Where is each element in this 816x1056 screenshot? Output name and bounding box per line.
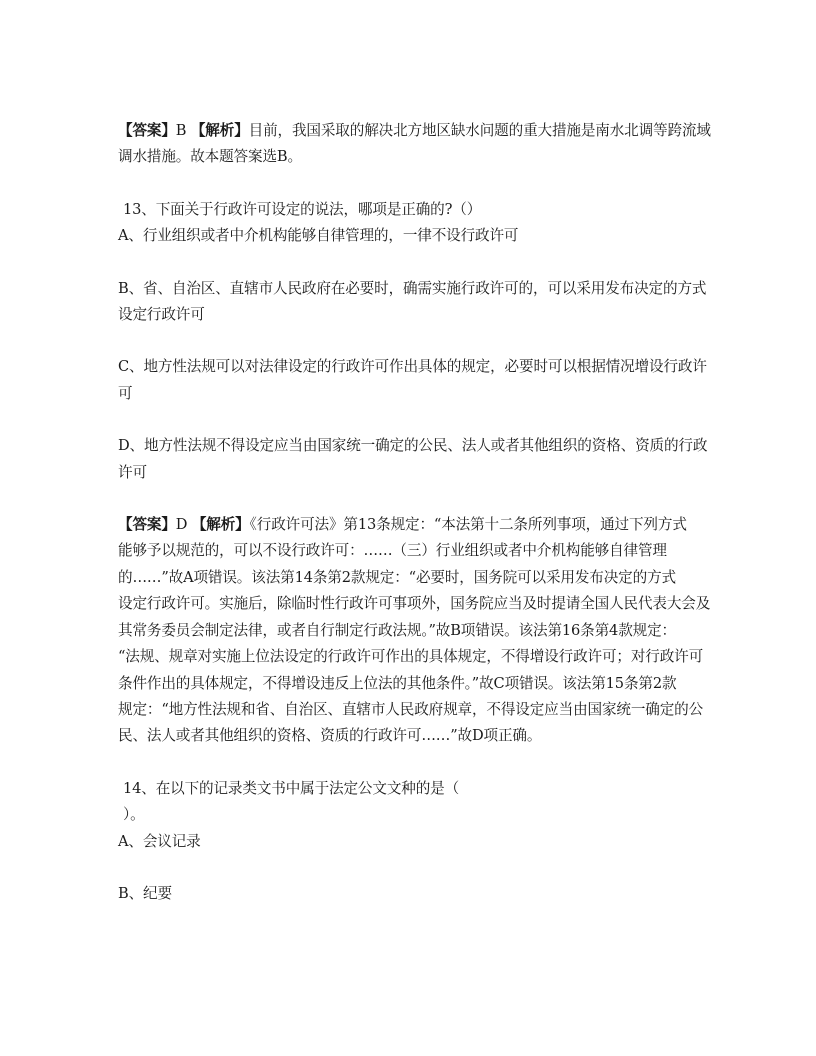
analysis-text: “法规、规章对实施上位法设定的行政许可作出的具体规定，不得增设行政许可；对行政许可 [118,648,704,666]
option-a: A、行业组织或者中介机构能够自律管理的，一律不设行政许可 [118,227,519,245]
answer-label: 【答案】 [118,516,176,534]
option-d-line-1: D、地方性法规不得设定应当由国家统一确定的公民、法人或者其他组织的资格、资质的行政 [118,437,708,455]
analysis-label: 【解析】 [190,122,249,139]
q13-answer-block [118,512,711,750]
answer-label: 【答案】 [118,122,176,139]
question-stem-continued: ）。 [123,806,145,824]
option-c-line-2: 可 [118,384,133,402]
analysis-text: 其常务委员会制定法律，或者自行制定行政法规。”故B项错误。该法第16条第4款规定： [118,621,676,639]
analysis-text: 调水措施。故本题答案选B。 [118,148,302,166]
question-14 [118,776,700,908]
option-b: B、纪要 [118,884,172,902]
option-d-line-2: 许可 [118,463,147,481]
analysis-text: 目前，我国采取的解决北方地区缺水问题的重大措施是南水北调等跨流域 [248,122,711,139]
document-page [118,118,711,907]
analysis-text: 规定：“地方性法规和省、自治区、直辖市人民政府规章，不得设定应当由国家统一确定的公 [118,700,704,718]
q12-answer-line-1 [118,118,711,144]
option-b-line-1: B、省、自治区、直辖市人民政府在必要时，确需实施行政许可的，可以采用发布决定的方式 [118,279,707,297]
analysis-text: 设定行政许可。实施后，除临时性行政许可事项外，国务院应当及时提请全国人民代表大会及 [118,595,711,613]
option-c [118,354,707,407]
analysis-text: 能够予以规范的，可以不设行政许可：……（三）行业组织或者中介机构能够自律管理 [118,542,667,560]
option-c-line-1: C、地方性法规可以对法律设定的行政许可作出具体的规定，必要时可以根据情况增设行政许 [118,358,707,376]
question-stem: 13、下面关于行政许可设定的说法，哪项是正确的?（） [123,200,482,218]
option-d [118,433,708,486]
answer-value: D [175,516,192,534]
q13-answer-line-1 [118,512,700,538]
analysis-text: 民、法人或者其他组织的资格、资质的行政许可……”故D项正确。 [118,727,542,745]
analysis-text: 条件作出的具体规定，不得增设违反上位法的其他条件。”故C项错误。该法第15条第2款 [118,674,677,692]
question-13 [118,197,711,750]
analysis-text: 《行政许可法》第13条规定：“本法第十二条所列事项，通过下列方式 [249,516,687,534]
analysis-label: 【解析】 [191,516,250,534]
option-a: A、会议记录 [118,832,201,850]
analysis-text: 的……”故A项错误。该法第14条第2款规定：“必要时，国务院可以采用发布决定的方式 [118,568,676,586]
answer-value: B [175,122,191,139]
q12-answer-block [118,118,711,171]
option-b [118,276,707,329]
question-stem: 14、在以下的记录类文书中属于法定公文文种的是（ [123,779,460,797]
option-b-line-2: 设定行政许可 [118,306,205,324]
